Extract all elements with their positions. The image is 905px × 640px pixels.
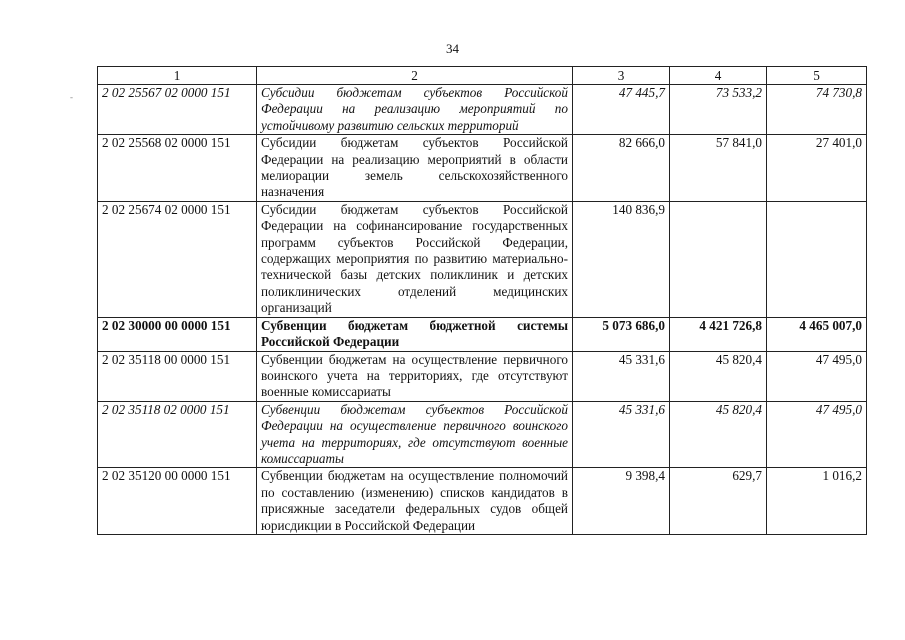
amount-col-3-cell: 47 445,7 <box>573 85 670 135</box>
classification-code-cell: 2 02 25674 02 0000 151 <box>98 201 257 317</box>
header-col-4: 4 <box>670 67 767 85</box>
amount-col-5-cell: 47 495,0 <box>767 351 867 401</box>
table-row <box>98 401 867 468</box>
amount-col-4-cell: 45 820,4 <box>670 351 767 401</box>
amount-col-5-cell: 1 016,2 <box>767 468 867 535</box>
amount-col-3-cell: 140 836,9 <box>573 201 670 317</box>
description-cell: Субвенции бюджетам на осуществление первичного воинского учета на территориях, где отсутствуют военные комиссариаты <box>257 351 573 401</box>
amount-col-3-cell: 5 073 686,0 <box>573 317 670 351</box>
header-col-1: 1 <box>98 67 257 85</box>
amount-col-4-cell: 45 820,4 <box>670 401 767 468</box>
amount-col-4-cell: 4 421 726,8 <box>670 317 767 351</box>
classification-code-cell: 2 02 30000 00 0000 151 <box>98 317 257 351</box>
table-row <box>98 135 867 202</box>
description-cell: Субсидии бюджетам субъектов Российской Федерации на реализацию мероприятий в области мелиорации земель сельскохозяйственного назначения <box>257 135 573 202</box>
amount-col-3-cell: 45 331,6 <box>573 401 670 468</box>
classification-code-cell: 2 02 35118 00 0000 151 <box>98 351 257 401</box>
classification-code-cell: 2 02 35118 02 0000 151 <box>98 401 257 468</box>
header-col-2: 2 <box>257 67 573 85</box>
amount-col-3-cell: 9 398,4 <box>573 468 670 535</box>
amount-col-4-cell: 73 533,2 <box>670 85 767 135</box>
header-col-3: 3 <box>573 67 670 85</box>
classification-code-cell: 2 02 25567 02 0000 151 <box>98 85 257 135</box>
amount-col-5-cell: 47 495,0 <box>767 401 867 468</box>
table-row <box>98 468 867 535</box>
amount-col-5-cell <box>767 201 867 317</box>
classification-code-cell: 2 02 25568 02 0000 151 <box>98 135 257 202</box>
amount-col-4-cell: 57 841,0 <box>670 135 767 202</box>
table-row <box>98 85 867 135</box>
table-row <box>98 201 867 317</box>
header-col-5: 5 <box>767 67 867 85</box>
amount-col-4-cell <box>670 201 767 317</box>
table-row <box>98 317 867 351</box>
description-cell: Субвенции бюджетам бюджетной системы Российской Федерации <box>257 317 573 351</box>
classification-code-cell: 2 02 35120 00 0000 151 <box>98 468 257 535</box>
amount-col-4-cell: 629,7 <box>670 468 767 535</box>
description-cell: Субвенции бюджетам на осуществление полномочий по составлению (изменению) списков кандидатов в присяжные заседатели федеральных судов общей юрисдикции в Российской Федерации <box>257 468 573 535</box>
header-row <box>98 67 867 85</box>
amount-col-5-cell: 74 730,8 <box>767 85 867 135</box>
page-number: 34 <box>446 41 459 56</box>
table-row <box>98 351 867 401</box>
budget-revenue-table <box>97 66 867 535</box>
description-cell: Субвенции бюджетам субъектов Российской Федерации на осуществление первичного воинского учета на территориях, где отсутствуют военные комиссариаты <box>257 401 573 468</box>
amount-col-5-cell: 4 465 007,0 <box>767 317 867 351</box>
amount-col-3-cell: 45 331,6 <box>573 351 670 401</box>
description-cell: Субсидии бюджетам субъектов Российской Федерации на софинансирование государственных программ субъектов Российской Федерации, содержащих мероприятия по развитию материально-технической базы детских поликлиник и детских поликлинических отделений медицинских организаций <box>257 201 573 317</box>
margin-mark: - <box>70 92 73 102</box>
description-cell: Субсидии бюджетам субъектов Российской Федерации на реализацию мероприятий по устойчивому развитию сельских территорий <box>257 85 573 135</box>
amount-col-5-cell: 27 401,0 <box>767 135 867 202</box>
amount-col-3-cell: 82 666,0 <box>573 135 670 202</box>
